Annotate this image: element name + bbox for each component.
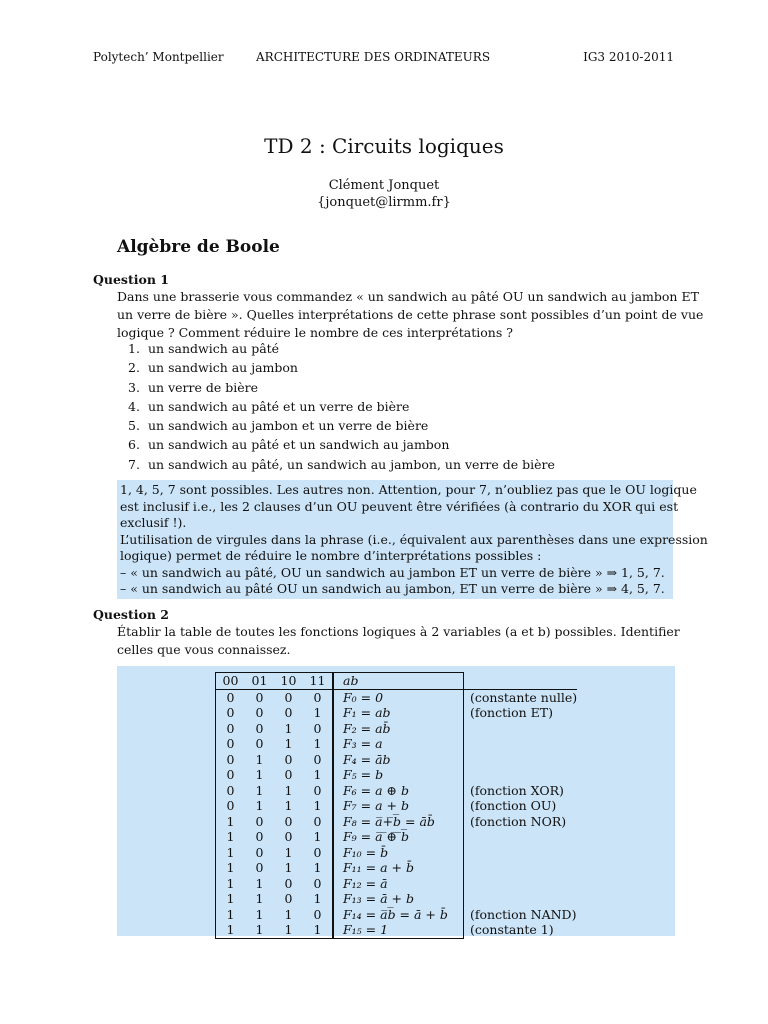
table-bit-cell: 0 bbox=[313, 906, 322, 922]
table-note-cell bbox=[464, 876, 578, 892]
table-function-cell: F₁₃ = ā + b bbox=[337, 891, 464, 907]
table-row bbox=[216, 798, 578, 814]
table-row bbox=[216, 689, 578, 705]
table-row bbox=[216, 783, 578, 799]
table-row bbox=[216, 891, 578, 907]
table-bit-cell: 0 bbox=[216, 736, 246, 752]
table-bit-cell: 0 bbox=[216, 767, 246, 783]
table-bit-cell: 1 bbox=[313, 891, 322, 906]
table-bit-cell: 1 bbox=[216, 891, 246, 907]
table-bit-cell: 1 bbox=[216, 922, 246, 938]
header-course: ARCHITECTURE DES ORDINATEURS bbox=[256, 50, 491, 64]
header-school: Polytech’ Montpellier bbox=[93, 50, 224, 64]
table-bit-cell: 1 bbox=[284, 736, 293, 751]
question-1-label: Question 1 bbox=[93, 272, 169, 287]
table-bit-cell: 1 bbox=[313, 705, 322, 720]
question-2-line: celles que vous connaissez. bbox=[117, 642, 291, 657]
table-bit-cell: 0 bbox=[284, 891, 293, 906]
answer-line: exclusif !). bbox=[120, 515, 187, 530]
table-bit-cell: 0 bbox=[284, 705, 293, 720]
table-bit-cell: 0 bbox=[255, 720, 264, 736]
table-function-cell: F₀ = 0 bbox=[337, 689, 464, 705]
table-bit-cell: 0 bbox=[216, 798, 246, 814]
table-row bbox=[216, 829, 578, 845]
list-item: 5. un sandwich au jambon et un verre de bière bbox=[128, 418, 429, 434]
table-bit-cell: 0 bbox=[313, 720, 322, 736]
table-function-cell: F₇ = a + b bbox=[337, 798, 464, 814]
table-header-row bbox=[216, 673, 578, 690]
table-function-cell: F₅ = b bbox=[337, 767, 464, 783]
table-header-cell: ab bbox=[337, 673, 464, 690]
document-title: TD 2 : Circuits logiques bbox=[264, 134, 504, 158]
table-bit-cell: 1 bbox=[216, 845, 246, 861]
list-item: 6. un sandwich au pâté et un sandwich au jambon bbox=[128, 437, 450, 453]
table-bit-cell: 0 bbox=[284, 689, 293, 705]
table-bit-cell: 0 bbox=[216, 752, 246, 768]
table-bit-cell: 1 bbox=[284, 798, 293, 813]
table-bit-cell: 0 bbox=[216, 705, 246, 721]
table-note-cell: (fonction NAND) bbox=[470, 906, 577, 922]
table-bit-cell: 0 bbox=[216, 783, 246, 799]
table-function-cell: F₁ = ab bbox=[337, 705, 464, 721]
table-note-cell bbox=[464, 721, 578, 737]
page-header bbox=[0, 50, 768, 68]
table-bit-cell: 0 bbox=[284, 875, 293, 891]
table-bit-cell: 1 bbox=[274, 922, 303, 938]
table-bit-cell: 1 bbox=[255, 875, 264, 891]
table-note-cell bbox=[464, 767, 578, 783]
table-function-cell: F₂ = ab̄ bbox=[337, 721, 464, 737]
answer-line: L’utilisation de virgules dans la phrase (i.e., équivalent aux parenthèses dans une expression bbox=[120, 531, 708, 547]
list-item: 3. un verre de bière bbox=[128, 379, 258, 395]
table-bit-cell: 0 bbox=[216, 721, 246, 737]
table-note-cell bbox=[464, 736, 578, 752]
table-bit-cell: 0 bbox=[284, 751, 293, 767]
table-bit-cell: 0 bbox=[313, 751, 322, 767]
section-heading: Algèbre de Boole bbox=[117, 237, 280, 257]
table-row bbox=[216, 705, 578, 721]
table-bit-cell: 1 bbox=[255, 782, 264, 798]
table-row bbox=[216, 860, 578, 876]
table-note-cell: (fonction XOR) bbox=[470, 782, 564, 798]
table-note-cell bbox=[464, 891, 578, 907]
table-bit-cell: 1 bbox=[255, 798, 264, 813]
table-bit-cell: 1 bbox=[313, 767, 322, 782]
author-email: {jonquet@lirmm.fr} bbox=[317, 195, 451, 210]
table-header-cell: 11 bbox=[303, 673, 333, 690]
table-note-cell: (fonction ET) bbox=[470, 705, 553, 720]
table-bit-cell: 1 bbox=[284, 782, 293, 798]
table-row bbox=[216, 721, 578, 737]
author-block bbox=[0, 177, 768, 211]
table-bit-cell: 0 bbox=[255, 829, 264, 844]
question-1-line: Dans une brasserie vous commandez « un sandwich au pâté OU un sandwich au jambon ET bbox=[117, 289, 699, 304]
author-name: Clément Jonquet bbox=[328, 178, 440, 193]
list-item: 1. un sandwich au pâté bbox=[128, 341, 280, 356]
table-bit-cell: 0 bbox=[255, 844, 264, 860]
table-row bbox=[216, 907, 578, 923]
answer-line: – « un sandwich au pâté, OU un sandwich au jambon ET un verre de bière » ⇒ 1, 5, 7. bbox=[120, 564, 665, 580]
list-item: 7. un sandwich au pâté, un sandwich au jambon, un verre de bière bbox=[128, 456, 555, 472]
table-bit-cell: 1 bbox=[255, 751, 264, 767]
table-header-cell: 01 bbox=[245, 673, 274, 690]
table-function-cell: F₈ = a̅+̅b̅ = āb̄ bbox=[337, 814, 464, 830]
table-bit-cell: 1 bbox=[284, 844, 293, 860]
truth-table bbox=[215, 672, 577, 939]
table-bit-cell: 1 bbox=[255, 891, 264, 906]
table-function-cell: F₁₀ = b̄ bbox=[337, 845, 464, 861]
table-bit-cell: 1 bbox=[284, 860, 293, 875]
table-note-cell bbox=[464, 860, 578, 876]
table-function-cell: F₁₄ = a̅b̅ = ā + b̄ bbox=[337, 907, 464, 923]
table-bit-cell: 1 bbox=[216, 907, 246, 923]
table-header-cell: 10 bbox=[274, 673, 303, 690]
answer-line: 1, 4, 5, 7 sont possibles. Les autres non. Attention, pour 7, n’oubliez pas que le OU logique bbox=[120, 482, 697, 497]
table-bit-cell: 1 bbox=[313, 860, 322, 875]
table-bit-cell: 1 bbox=[284, 720, 293, 736]
table-bit-cell: 1 bbox=[313, 798, 322, 813]
table-function-cell: F₄ = āb bbox=[337, 752, 464, 768]
table-bit-cell: 0 bbox=[313, 782, 322, 798]
table-bit-cell: 0 bbox=[255, 860, 264, 875]
table-bit-cell: 0 bbox=[255, 705, 264, 720]
table-header-cell: 00 bbox=[216, 673, 246, 690]
table-function-cell: F₁₅ = 1 bbox=[337, 922, 464, 938]
list-item: 4. un sandwich au pâté et un verre de bière bbox=[128, 398, 410, 414]
answer-line: est inclusif i.e., les 2 clauses d’un OU peuvent être vérifiées (à contrario du XOR qui est bbox=[120, 498, 679, 514]
table-bit-cell: 0 bbox=[255, 813, 264, 829]
table-bit-cell: 0 bbox=[313, 813, 322, 829]
table-note-cell bbox=[464, 845, 578, 861]
table-function-cell: F₁₂ = ā bbox=[337, 876, 464, 892]
question-2-line: Établir la table de toutes les fonctions logiques à 2 variables (a et b) possibles. Identifier bbox=[117, 624, 680, 639]
table-note-cell bbox=[464, 829, 578, 845]
header-year: IG3 2010-2011 bbox=[583, 50, 674, 64]
table-bit-cell: 1 bbox=[216, 814, 246, 830]
table-bit-cell: 0 bbox=[255, 736, 264, 751]
table-function-cell: F₉ = a̅ ̅⊕̅ ̅b̅ bbox=[337, 829, 464, 845]
list-item: 2. un sandwich au jambon bbox=[128, 360, 298, 376]
answer-line: logique) permet de réduire le nombre d’interprétations possibles : bbox=[120, 548, 542, 563]
table-bit-cell: 1 bbox=[303, 922, 333, 938]
table-function-cell: F₁₁ = a + b̄ bbox=[337, 860, 464, 876]
answer-line: – « un sandwich au pâté OU un sandwich au jambon, ET un verre de bière » ⇒ 4, 5, 7. bbox=[120, 581, 665, 596]
table-note-cell: (fonction NOR) bbox=[470, 813, 567, 829]
question-2-text bbox=[117, 623, 680, 659]
answer-box-1 bbox=[117, 480, 708, 599]
table-row bbox=[216, 922, 578, 938]
table-row bbox=[216, 767, 578, 783]
table-note-cell: (constante nulle) bbox=[470, 689, 578, 705]
table-bit-cell: 1 bbox=[216, 876, 246, 892]
table-bit-cell: 1 bbox=[313, 736, 322, 751]
table-row bbox=[216, 876, 578, 892]
question-2-label: Question 2 bbox=[93, 607, 169, 622]
question-1-text bbox=[117, 288, 704, 342]
table-bit-cell: 0 bbox=[313, 689, 322, 705]
table-note-cell bbox=[464, 673, 578, 690]
table-row bbox=[216, 752, 578, 768]
table-function-cell: F₆ = a ⊕ b bbox=[337, 783, 464, 799]
table-bit-cell: 1 bbox=[245, 922, 274, 938]
table-bit-cell: 0 bbox=[284, 829, 293, 844]
table-note-cell bbox=[464, 752, 578, 768]
table-bit-cell: 1 bbox=[216, 829, 246, 845]
table-row bbox=[216, 736, 578, 752]
table-bit-cell: 1 bbox=[255, 767, 264, 782]
table-bit-cell: 1 bbox=[313, 829, 322, 844]
table-note-cell: (constante 1) bbox=[470, 922, 554, 938]
table-bit-cell: 0 bbox=[255, 689, 264, 705]
table-bit-cell: 1 bbox=[284, 906, 293, 922]
question-1-line: un verre de bière ». Quelles interprétations de cette phrase sont possibles d’un point de vue bbox=[117, 307, 704, 322]
table-bit-cell: 0 bbox=[313, 844, 322, 860]
interpretation-list bbox=[128, 339, 555, 474]
table-bit-cell: 0 bbox=[284, 767, 293, 782]
table-function-cell: F₃ = a bbox=[337, 736, 464, 752]
table-note-cell: (fonction OU) bbox=[470, 798, 557, 813]
question-1-line: logique ? Comment réduire le nombre de ces interprétations ? bbox=[117, 325, 513, 340]
table-row bbox=[216, 814, 578, 830]
table-bit-cell: 1 bbox=[255, 906, 264, 922]
table-bit-cell: 0 bbox=[284, 813, 293, 829]
table-row bbox=[216, 845, 578, 861]
table-bit-cell: 0 bbox=[313, 875, 322, 891]
table-bit-cell: 0 bbox=[216, 689, 246, 705]
table-bit-cell: 1 bbox=[216, 860, 246, 876]
